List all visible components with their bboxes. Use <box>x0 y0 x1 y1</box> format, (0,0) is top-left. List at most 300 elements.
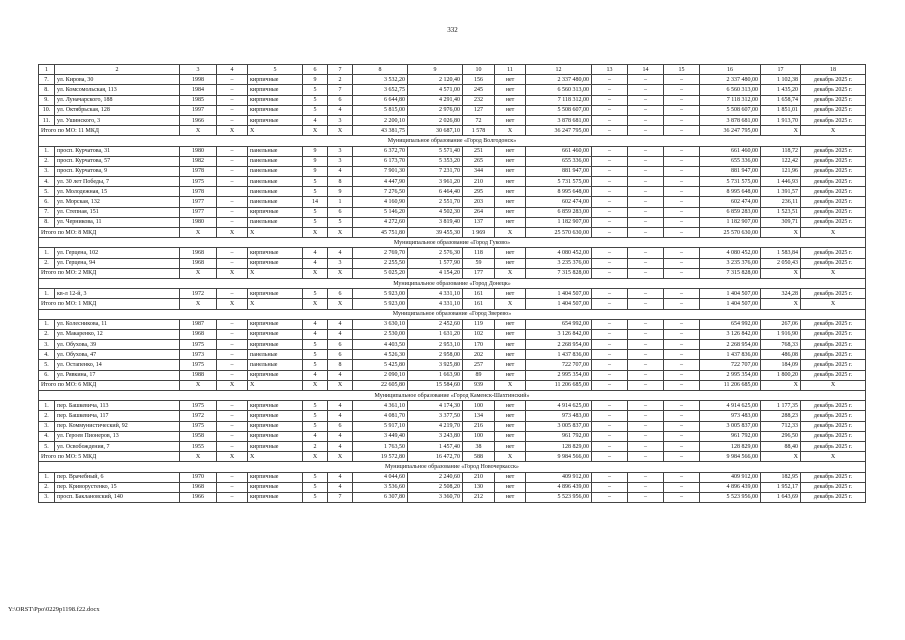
table-cell: – <box>217 350 248 360</box>
table-cell: 2 769,70 <box>353 248 408 258</box>
table-cell: декабрь 2025 г. <box>801 421 866 431</box>
table-cell: декабрь 2025 г. <box>801 85 866 95</box>
table-cell: 7 231,70 <box>408 166 463 176</box>
table-cell: 6 372,70 <box>353 146 408 156</box>
table-cell: 6 307,80 <box>353 492 408 502</box>
table-cell: – <box>592 289 628 299</box>
table-cell: – <box>664 289 700 299</box>
table-cell: декабрь 2025 г. <box>801 177 866 187</box>
table-cell: нет <box>495 360 526 370</box>
table-cell: 5. <box>39 441 55 451</box>
table-cell: 409 912,00 <box>700 472 761 482</box>
column-number-cell: 11 <box>495 65 526 75</box>
table-cell: панельные <box>248 350 303 360</box>
table-cell: декабрь 2025 г. <box>801 197 866 207</box>
total-row <box>39 126 866 136</box>
table-cell: 2 995 354,00 <box>700 370 761 380</box>
table-cell: 3 235 376,00 <box>700 258 761 268</box>
table-cell: 3. <box>39 421 55 431</box>
table-cell: – <box>664 217 700 227</box>
table-cell: 4 403,50 <box>353 340 408 350</box>
total-cell: – <box>628 452 664 462</box>
table-cell: нет <box>495 482 526 492</box>
table-cell: 1968 <box>180 482 217 492</box>
table-cell: 1972 <box>180 289 217 299</box>
table-cell: – <box>664 319 700 329</box>
total-cell: X <box>180 126 217 136</box>
table-cell: 4 <box>303 248 328 258</box>
total-cell: X <box>495 228 526 238</box>
table-cell: – <box>628 472 664 482</box>
table-cell: декабрь 2025 г. <box>801 431 866 441</box>
table-cell: 1 523,51 <box>761 207 801 217</box>
table-cell: 2 551,70 <box>408 197 463 207</box>
table-cell: – <box>628 248 664 258</box>
table-cell: – <box>592 482 628 492</box>
table-cell: 5 <box>303 85 328 95</box>
table-cell: 6 <box>328 350 353 360</box>
table-cell: нет <box>495 319 526 329</box>
table-cell: 7 276,50 <box>353 187 408 197</box>
table-cell: декабрь 2025 г. <box>801 350 866 360</box>
total-cell: – <box>592 299 628 309</box>
table-cell: 14 <box>303 197 328 207</box>
table-cell: – <box>592 177 628 187</box>
table-cell: 1975 <box>180 360 217 370</box>
table-cell: – <box>217 431 248 441</box>
total-cell: X <box>248 126 303 136</box>
table-cell: 4 361,10 <box>353 401 408 411</box>
table-cell: 182,95 <box>761 472 801 482</box>
table-cell: 3. <box>39 166 55 176</box>
table-cell: 3 <box>328 115 353 125</box>
table-cell: 127 <box>463 105 495 115</box>
building-row <box>39 441 866 451</box>
table-cell: декабрь 2025 г. <box>801 411 866 421</box>
table-cell: 2 958,00 <box>408 350 463 360</box>
table-cell: – <box>664 187 700 197</box>
table-cell: 9 <box>328 187 353 197</box>
table-cell: – <box>628 207 664 217</box>
table-cell: 1955 <box>180 441 217 451</box>
table-cell: 6 644,80 <box>353 95 408 105</box>
table-cell: 212 <box>463 492 495 502</box>
table-cell: 1 763,50 <box>353 441 408 451</box>
total-cell: 36 247 795,00 <box>700 126 761 136</box>
table-cell: – <box>592 411 628 421</box>
table-cell: 2 050,43 <box>761 258 801 268</box>
table-cell: просп. Курчатова, 57 <box>55 156 180 166</box>
table-cell: декабрь 2025 г. <box>801 105 866 115</box>
table-cell: – <box>217 166 248 176</box>
table-cell: 8 <box>328 177 353 187</box>
table-cell: 170 <box>463 340 495 350</box>
table-cell: 1 663,90 <box>408 370 463 380</box>
table-cell: – <box>217 421 248 431</box>
building-row <box>39 401 866 411</box>
table-cell: 7 <box>328 85 353 95</box>
table-cell: 8. <box>39 85 55 95</box>
table-cell: 655 336,00 <box>526 156 592 166</box>
total-cell: – <box>664 452 700 462</box>
table-cell: 2. <box>39 329 55 339</box>
table-cell: – <box>628 105 664 115</box>
table-cell: 1997 <box>180 105 217 115</box>
table-cell: 2 452,60 <box>408 319 463 329</box>
table-cell: 1 435,20 <box>761 85 801 95</box>
building-row <box>39 370 866 380</box>
table-cell: – <box>664 85 700 95</box>
building-row <box>39 197 866 207</box>
table-cell: декабрь 2025 г. <box>801 401 866 411</box>
table-cell: – <box>664 441 700 451</box>
total-cell: 22 605,80 <box>353 380 408 390</box>
table-cell: 4 160,90 <box>353 197 408 207</box>
total-cell: X <box>761 126 801 136</box>
building-row <box>39 146 866 156</box>
table-cell: – <box>592 370 628 380</box>
table-cell: 1 457,40 <box>408 441 463 451</box>
table-cell: 100 <box>463 431 495 441</box>
table-cell: 5 <box>303 217 328 227</box>
table-cell: 232 <box>463 95 495 105</box>
total-cell: – <box>628 380 664 390</box>
table-cell: 5 <box>303 411 328 421</box>
table-cell: 2 268 954,00 <box>526 340 592 350</box>
table-cell: 2. <box>39 258 55 268</box>
table-cell: пер. Башкевича, 113 <box>55 401 180 411</box>
total-cell: – <box>628 299 664 309</box>
table-cell: декабрь 2025 г. <box>801 207 866 217</box>
table-cell: ул. Луначарского, 188 <box>55 95 180 105</box>
table-cell: – <box>592 472 628 482</box>
total-cell: 25 570 630,00 <box>526 228 592 238</box>
column-number-cell: 6 <box>303 65 328 75</box>
column-number-cell: 4 <box>217 65 248 75</box>
table-cell: – <box>628 370 664 380</box>
table-cell: панельные <box>248 146 303 156</box>
table-cell: 2 976,00 <box>408 105 463 115</box>
table-cell: 1. <box>39 401 55 411</box>
total-cell: X <box>248 299 303 309</box>
table-cell: 1 <box>328 197 353 207</box>
table-cell: декабрь 2025 г. <box>801 258 866 268</box>
table-cell: 9 <box>303 166 328 176</box>
table-cell: 89 <box>463 370 495 380</box>
total-cell: X <box>303 299 328 309</box>
table-cell: 264 <box>463 207 495 217</box>
table-cell: 409 912,00 <box>526 472 592 482</box>
table-cell: 7 118 312,00 <box>700 95 761 105</box>
municipality-heading: Муниципальное образование «Город Зверево» <box>39 309 866 319</box>
table-cell: 6 560 313,00 <box>526 85 592 95</box>
building-row <box>39 258 866 268</box>
table-cell: 6 <box>328 421 353 431</box>
table-cell: 1 182 907,00 <box>700 217 761 227</box>
table-cell: ул. Колесникова, 11 <box>55 319 180 329</box>
table-cell: 1975 <box>180 401 217 411</box>
total-cell: X <box>801 126 866 136</box>
table-cell: 1 643,69 <box>761 492 801 502</box>
column-number-cell: 7 <box>328 65 353 75</box>
table-cell: – <box>217 146 248 156</box>
column-number-cell: 15 <box>664 65 700 75</box>
table-cell: 10. <box>39 105 55 115</box>
municipality-heading: Муниципальное образование «Город Донецк» <box>39 278 866 288</box>
total-cell: X <box>328 126 353 136</box>
table-cell: 1980 <box>180 217 217 227</box>
table-cell: – <box>592 350 628 360</box>
column-number-cell: 5 <box>248 65 303 75</box>
total-cell: X <box>248 380 303 390</box>
table-cell: 2 576,30 <box>408 248 463 258</box>
table-cell: 4 <box>328 472 353 482</box>
table-cell: нет <box>495 350 526 360</box>
total-cell: X <box>217 380 248 390</box>
table-cell: 1984 <box>180 85 217 95</box>
table-cell: – <box>217 177 248 187</box>
table-cell: – <box>664 207 700 217</box>
table-cell: панельные <box>248 217 303 227</box>
table-cell: 602 474,00 <box>700 197 761 207</box>
table-cell: ул. Освобождения, 7 <box>55 441 180 451</box>
building-row <box>39 187 866 197</box>
table-cell: 2 337 480,00 <box>526 75 592 85</box>
table-cell: нет <box>495 105 526 115</box>
table-cell: нет <box>495 115 526 125</box>
table-cell: 4 <box>328 248 353 258</box>
table-cell: 3 377,50 <box>408 411 463 421</box>
table-cell: – <box>664 258 700 268</box>
table-cell: – <box>628 197 664 207</box>
table-cell: 1975 <box>180 340 217 350</box>
total-cell: X <box>248 228 303 238</box>
total-cell: X <box>303 268 328 278</box>
table-cell: – <box>628 115 664 125</box>
table-cell: 881 947,00 <box>700 166 761 176</box>
column-number-cell: 9 <box>408 65 463 75</box>
table-cell: 3. <box>39 492 55 502</box>
total-cell: X <box>495 380 526 390</box>
table-cell: 1978 <box>180 166 217 176</box>
table-cell: 8. <box>39 217 55 227</box>
table-cell: 5 <box>303 95 328 105</box>
total-row <box>39 228 866 238</box>
table-cell: 1987 <box>180 319 217 329</box>
table-cell: – <box>628 431 664 441</box>
table-cell: – <box>628 319 664 329</box>
table-cell: панельные <box>248 360 303 370</box>
total-row <box>39 380 866 390</box>
total-cell: 161 <box>463 299 495 309</box>
total-cell: 5 025,20 <box>353 268 408 278</box>
table-cell: 4 <box>328 319 353 329</box>
table-cell: кирпичные <box>248 75 303 85</box>
table-cell: – <box>664 350 700 360</box>
total-cell: 16 472,70 <box>408 452 463 462</box>
building-row <box>39 75 866 85</box>
table-cell: 1 952,17 <box>761 482 801 492</box>
table-cell: – <box>664 75 700 85</box>
table-cell: – <box>217 75 248 85</box>
table-cell: – <box>592 492 628 502</box>
table-cell: – <box>217 258 248 268</box>
total-cell: 45 751,80 <box>353 228 408 238</box>
table-cell: 119 <box>463 319 495 329</box>
table-cell: – <box>664 401 700 411</box>
building-row <box>39 329 866 339</box>
total-cell: X <box>801 452 866 462</box>
column-number-cell: 17 <box>761 65 801 75</box>
table-cell: – <box>664 115 700 125</box>
table-cell: ул. Октябрьская, 128 <box>55 105 180 115</box>
total-cell: X <box>328 299 353 309</box>
total-cell: X <box>328 380 353 390</box>
table-cell: 118 <box>463 248 495 258</box>
table-cell: 3 126 842,00 <box>700 329 761 339</box>
table-cell: 5 <box>303 289 328 299</box>
building-row <box>39 217 866 227</box>
table-cell: – <box>628 95 664 105</box>
total-cell: – <box>664 380 700 390</box>
table-cell: нет <box>495 177 526 187</box>
table-cell: 1970 <box>180 472 217 482</box>
table-cell: нет <box>495 248 526 258</box>
table-cell: кирпичные <box>248 340 303 350</box>
table-cell: нет <box>495 411 526 421</box>
table-cell: кирпичные <box>248 95 303 105</box>
table-cell: 11. <box>39 115 55 125</box>
table-cell: 3 961,20 <box>408 177 463 187</box>
table-cell: 118,72 <box>761 146 801 156</box>
table-cell: просп. Баклановский, 140 <box>55 492 180 502</box>
table-cell: ул. Герцена, 102 <box>55 248 180 258</box>
table-cell: – <box>628 258 664 268</box>
total-cell: 1 404 507,00 <box>526 299 592 309</box>
table-cell: ул. Степная, 151 <box>55 207 180 217</box>
total-cell: – <box>592 452 628 462</box>
total-cell: 1 404 507,00 <box>700 299 761 309</box>
total-cell: – <box>628 268 664 278</box>
table-cell: декабрь 2025 г. <box>801 340 866 350</box>
table-cell: 722 707,00 <box>700 360 761 370</box>
table-cell: 8 995 648,00 <box>526 187 592 197</box>
table-cell: 1968 <box>180 329 217 339</box>
table-cell: 1998 <box>180 75 217 85</box>
total-cell: 9 984 566,00 <box>526 452 592 462</box>
table-cell: – <box>628 289 664 299</box>
table-cell: 2 026,80 <box>408 115 463 125</box>
table-cell: 3 532,20 <box>353 75 408 85</box>
table-cell: 344 <box>463 166 495 176</box>
table-cell: 4 080 452,00 <box>526 248 592 258</box>
table-cell: 6 <box>328 289 353 299</box>
table-cell: – <box>628 360 664 370</box>
table-cell: 295 <box>463 187 495 197</box>
table-cell: 324,28 <box>761 289 801 299</box>
building-row <box>39 472 866 482</box>
table-cell: 5 <box>303 177 328 187</box>
table-cell: 3 005 837,00 <box>700 421 761 431</box>
table-cell: кирпичные <box>248 441 303 451</box>
table-cell: 5. <box>39 187 55 197</box>
table-cell: – <box>217 289 248 299</box>
building-row <box>39 156 866 166</box>
table-cell: 5 508 607,00 <box>526 105 592 115</box>
total-cell: X <box>180 380 217 390</box>
table-cell: – <box>592 217 628 227</box>
table-cell: – <box>592 248 628 258</box>
table-cell: – <box>664 482 700 492</box>
total-cell: X <box>303 452 328 462</box>
table-cell: 3 <box>328 146 353 156</box>
table-cell: 4 <box>328 401 353 411</box>
table-cell: 1 437 836,00 <box>526 350 592 360</box>
table-cell: 5. <box>39 360 55 370</box>
table-cell: – <box>664 95 700 105</box>
table-cell: – <box>664 248 700 258</box>
total-cell: – <box>592 228 628 238</box>
table-cell: 1. <box>39 472 55 482</box>
total-cell: X <box>180 268 217 278</box>
table-cell: – <box>592 187 628 197</box>
total-cell: X <box>328 268 353 278</box>
table-cell: 9 <box>303 156 328 166</box>
table-cell: нет <box>495 340 526 350</box>
table-cell: – <box>628 187 664 197</box>
table-cell: декабрь 2025 г. <box>801 146 866 156</box>
table-cell: 5 815,00 <box>353 105 408 115</box>
table-cell: 5 <box>303 482 328 492</box>
table-cell: ул. Морская, 132 <box>55 197 180 207</box>
table-cell: 4 <box>328 370 353 380</box>
building-row <box>39 248 866 258</box>
table-cell: – <box>628 217 664 227</box>
table-cell: 1958 <box>180 431 217 441</box>
table-cell: – <box>217 360 248 370</box>
table-cell: 216 <box>463 421 495 431</box>
table-cell: ул. Кирова, 30 <box>55 75 180 85</box>
total-label: Итого по МО: 6 МКД <box>39 380 180 390</box>
table-cell: – <box>628 75 664 85</box>
table-cell: 5 146,20 <box>353 207 408 217</box>
table-cell: 4. <box>39 177 55 187</box>
column-number-cell: 8 <box>353 65 408 75</box>
table-cell: нет <box>495 401 526 411</box>
total-label: Итого по МО: 1 МКД <box>39 299 180 309</box>
total-cell: – <box>664 268 700 278</box>
table-cell: 3 <box>328 156 353 166</box>
table-cell: кирпичные <box>248 431 303 441</box>
table-cell: 3 630,10 <box>353 319 408 329</box>
table-cell: 309,71 <box>761 217 801 227</box>
total-cell: 5 923,00 <box>353 299 408 309</box>
table-cell: 1973 <box>180 350 217 360</box>
table-cell: 202 <box>463 350 495 360</box>
table-cell: – <box>592 75 628 85</box>
table-cell: 5 <box>303 421 328 431</box>
total-cell: X <box>217 299 248 309</box>
total-cell: X <box>328 452 353 462</box>
table-cell: 4 <box>303 370 328 380</box>
total-cell: X <box>761 380 801 390</box>
table-cell: – <box>664 329 700 339</box>
table-cell: – <box>664 166 700 176</box>
column-number-cell: 14 <box>628 65 664 75</box>
table-cell: 768,33 <box>761 340 801 350</box>
table-cell: декабрь 2025 г. <box>801 319 866 329</box>
table-cell: 1. <box>39 319 55 329</box>
